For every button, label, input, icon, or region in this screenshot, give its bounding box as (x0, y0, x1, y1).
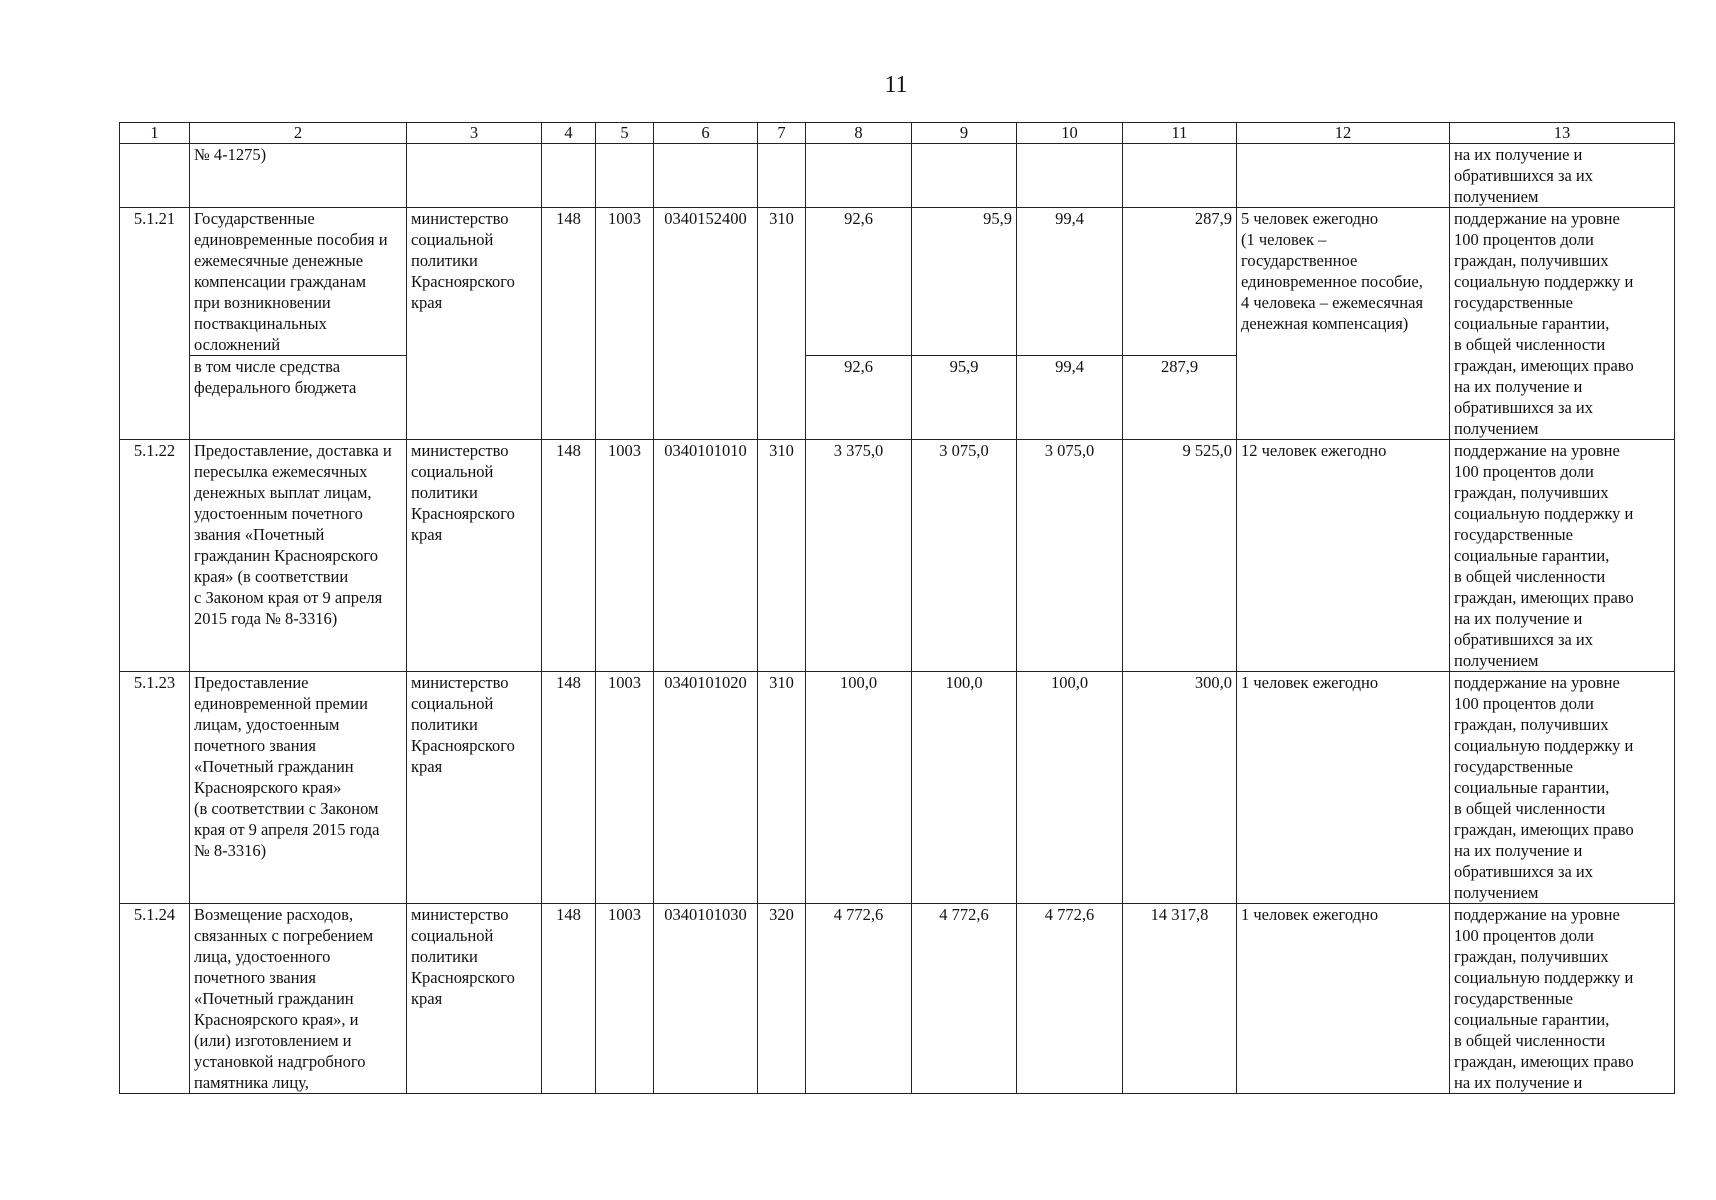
total-amount: 9 525,0 (1123, 440, 1237, 672)
year1-amount: 92,6 (806, 208, 912, 356)
continuation-row (120, 144, 1675, 208)
row-number: 5.1.24 (120, 904, 190, 1094)
program-activities-table (119, 122, 1675, 1094)
indicator-text: поддержание на уровне 100 процентов доли граждан, получивших социальную поддержку и государственные социальные гарантии, в общей численности граждан, имеющих право на их получение и обратившихся за их получением (1450, 208, 1675, 440)
vr-code: 310 (758, 672, 806, 904)
ministry: министерство социальной политики Красноярского края (407, 672, 542, 904)
year2-amount: 4 772,6 (912, 904, 1017, 1094)
vr-code: 310 (758, 208, 806, 440)
year1-amount: 4 772,6 (806, 904, 912, 1094)
row-number: 5.1.23 (120, 672, 190, 904)
year3-amount: 3 075,0 (1017, 440, 1123, 672)
activity-name: Возмещение расходов, связанных с погребением лица, удостоенного почетного звания «Почетный гражданин Красноярского края», и (или) изготовлением и установкой надгробного памятника лицу, (190, 904, 407, 1094)
column-header: 13 (1450, 123, 1675, 144)
ministry: министерство социальной политики Красноярского края (407, 440, 542, 672)
column-header: 11 (1123, 123, 1237, 144)
column-header: 6 (654, 123, 758, 144)
table-row (120, 672, 1675, 904)
ministry: министерство социальной политики Красноярского края (407, 208, 542, 440)
grbs-code: 148 (542, 440, 596, 672)
rzpr-code: 1003 (596, 440, 654, 672)
indicator-text: на их получение и обратившихся за их получением (1450, 144, 1675, 208)
activity-name: Предоставление единовременной премии лицам, удостоенным почетного звания «Почетный гражданин Красноярского края» (в соответствии с Законом края от 9 апреля 2015 года № 8-3316) (190, 672, 407, 904)
page-number: 11 (884, 72, 908, 98)
column-header: 12 (1237, 123, 1450, 144)
activity-subname: в том числе средства федерального бюджета (190, 356, 407, 440)
total-amount: 287,9 (1123, 356, 1237, 440)
year3-amount: 99,4 (1017, 356, 1123, 440)
column-header: 10 (1017, 123, 1123, 144)
column-header: 2 (190, 123, 407, 144)
expected-result: 5 человек ежегодно (1 человек – государственное единовременное пособие, 4 человека – ежемесячная денежная компенсация) (1237, 208, 1450, 440)
total-amount: 287,9 (1123, 208, 1237, 356)
indicator-text: поддержание на уровне 100 процентов доли граждан, получивших социальную поддержку и государственные социальные гарантии, в общей численности граждан, имеющих право на их получение и (1450, 904, 1675, 1094)
ministry: министерство социальной политики Красноярского края (407, 904, 542, 1094)
rzpr-code: 1003 (596, 904, 654, 1094)
total-amount: 300,0 (1123, 672, 1237, 904)
column-header: 8 (806, 123, 912, 144)
column-header: 4 (542, 123, 596, 144)
year3-amount: 99,4 (1017, 208, 1123, 356)
row-number: 5.1.21 (120, 208, 190, 440)
total-amount: 14 317,8 (1123, 904, 1237, 1094)
activity-name: Предоставление, доставка и пересылка ежемесячных денежных выплат лицам, удостоенным почетного звания «Почетный гражданин Красноярского края» (в соответствии с Законом края от 9 апреля 2015 года № 8-3316) (190, 440, 407, 672)
expected-result: 1 человек ежегодно (1237, 904, 1450, 1094)
column-header: 5 (596, 123, 654, 144)
column-header: 7 (758, 123, 806, 144)
csr-code: 0340152400 (654, 208, 758, 440)
vr-code: 320 (758, 904, 806, 1094)
year2-amount: 100,0 (912, 672, 1017, 904)
column-header: 3 (407, 123, 542, 144)
csr-code: 0340101010 (654, 440, 758, 672)
grbs-code: 148 (542, 208, 596, 440)
indicator-text: поддержание на уровне 100 процентов доли граждан, получивших социальную поддержку и государственные социальные гарантии, в общей численности граждан, имеющих право на их получение и обратившихся за их получением (1450, 440, 1675, 672)
year3-amount: 100,0 (1017, 672, 1123, 904)
expected-result: 12 человек ежегодно (1237, 440, 1450, 672)
column-header: 9 (912, 123, 1017, 144)
activity-name: Государственные единовременные пособия и ежемесячные денежные компенсации гражданам при возникновении поствакцинальных осложнений (190, 208, 407, 356)
year2-amount: 3 075,0 (912, 440, 1017, 672)
csr-code: 0340101030 (654, 904, 758, 1094)
year1-amount: 92,6 (806, 356, 912, 440)
table-row (120, 440, 1675, 672)
year3-amount: 4 772,6 (1017, 904, 1123, 1094)
expected-result: 1 человек ежегодно (1237, 672, 1450, 904)
rzpr-code: 1003 (596, 672, 654, 904)
year2-amount: 95,9 (912, 356, 1017, 440)
grbs-code: 148 (542, 904, 596, 1094)
vr-code: 310 (758, 440, 806, 672)
grbs-code: 148 (542, 672, 596, 904)
csr-code: 0340101020 (654, 672, 758, 904)
table-header-row (120, 123, 1675, 144)
year2-amount: 95,9 (912, 208, 1017, 356)
year1-amount: 3 375,0 (806, 440, 912, 672)
table-row (120, 904, 1675, 1094)
table-row (120, 208, 1675, 356)
indicator-text: поддержание на уровне 100 процентов доли граждан, получивших социальную поддержку и государственные социальные гарантии, в общей численности граждан, имеющих право на их получение и обратившихся за их получением (1450, 672, 1675, 904)
rzpr-code: 1003 (596, 208, 654, 440)
column-header: 1 (120, 123, 190, 144)
year1-amount: 100,0 (806, 672, 912, 904)
activity-name: № 4-1275) (190, 144, 407, 208)
row-number: 5.1.22 (120, 440, 190, 672)
